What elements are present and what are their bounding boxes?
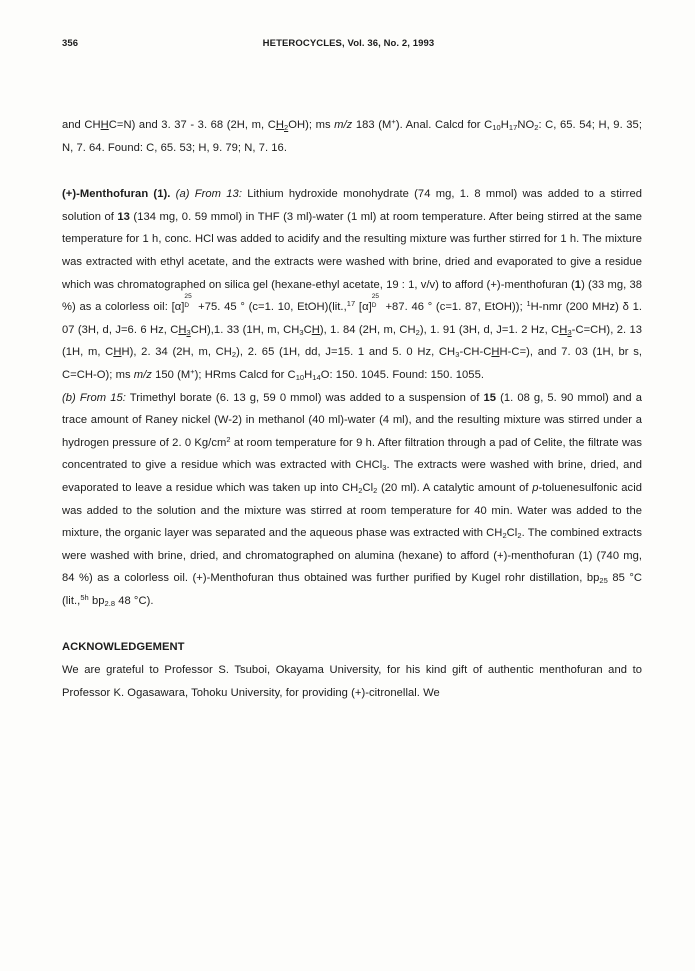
acknowledgement-heading: ACKNOWLEDGEMENT: [62, 641, 185, 654]
article-body: [62, 114, 642, 704]
paragraph-method-b: (b) From 15: Trimethyl borate (6. 13 g, 59 0 mmol) was added to a suspension of 15 (1. 08 g, 5. 90 mmol) and a trace amount of Raney nickel (W-2) in methanol (40 ml)-water (4 ml), and the resulting mixture was stirred under a hydrogen pressure of 2. 0 $Kg/cm^2$ at room temperature for 9 h. After filtration through a pad of Celite, the filtrate was concentrated to give a residue which was extracted with CHCl$_3$. The extracts were washed with brine, dried, and evaporated to leave a residue which was taken up into $CH_2Cl_2$ (20 ml). A catalytic amount of p-toluenesulfonic acid was added to the solution and the mixture was stirred at room temperature for 40 min. Water was added to the mixture, the organic layer was separated and the aqueous phase was extracted with $CH_2Cl_2$. The combined extracts were washed with brine, dried, and chromatographed on alumina (hexane) to afford (+)-menthofuran (1) (740 mg, 84 %) as a colorless oil. (+)-Menthofuran thus obtained was further purified by Kugel rohr distillation, $bp_{25}$ 85 °C (lit.,$^{5h}$ $bp_{2.8}$ 48 °C).: [62, 391, 643, 608]
page-number: 356: [62, 38, 79, 49]
journal-running-title: HETEROCYCLES, Vol. 36, No. 2, 1993: [262, 38, 435, 49]
paragraph-analysis: and CHHC=N) and 3. 37 - 3. 68 (2H, m, $CH_2OH$); ms m/z 183 (M+). Anal. Calcd for $C_{10}H_{17}NO_2$: C, 65. 54; H, 9. 35; N, 7. 64. Found: C, 65. 53; H, 9. 79; N, 7. 16.: [62, 117, 642, 154]
compound-title: (+)-Menthofuran (1).: [62, 188, 171, 201]
acknowledgement-text: We are grateful to Professor S. Tsuboi, Okayama University, for his kind gift of authentic menthofuran and to Professor K. Ogasawara, Tohoku University, for providing (+)-citronellal. We: [62, 664, 642, 699]
paragraph-method-a: (+)-Menthofuran (1). (a) From 13: Lithium hydroxide monohydrate (74 mg, 1. 8 mmol) was added to a stirred solution of 13 (134 mg, 0. 59 mmol) in THF (3 ml)-water (1 ml) at room temperature. After being stirred at the same temperature for 1 h, conc. HCl was added to acidify and the resulting mixture was further stirred for 1 h. The mixture was extracted with ethyl acetate, and the extracts were washed with brine, dried and evaporated to give a residue which was chromatographed on silica gel (hexane-ethyl acetate, 19 : 1, v/v) to afford (+)-menthofuran (1) (33 mg, 38 %) as a colorless oil: [α] 25 D +75. 45 ° (c=1. 10, EtOH)(lit.,$^{17}$ [α] 25 D +87. 46 ° (c=1. 87, EtOH)); $^1$H-nmr (200 MHz) δ 1. 07 (3H, d, J=6. 6 Hz, $CH_3CH),1$. 33 (1H, m, $CH_3CH$), 1. 84 (2H, m, $CH_2$), 1. 91 (3H, d, J=1. 2 Hz, $CH_3-C=CH$), 2. 13 (1H, m, CHH), 2. 34 (2H, m, $CH_2$), 2. 65 (1H, dd, J=15. 1 and 5. 0 Hz, $CH_3-CH-CHH-C=$), and 7. 03 (1H, br s, C=CH-O); ms m/z 150 (M+); HRms Calcd for $C_{10}H_{14}O$: 150. 1045. Found: 150. 1055.: [62, 188, 643, 382]
